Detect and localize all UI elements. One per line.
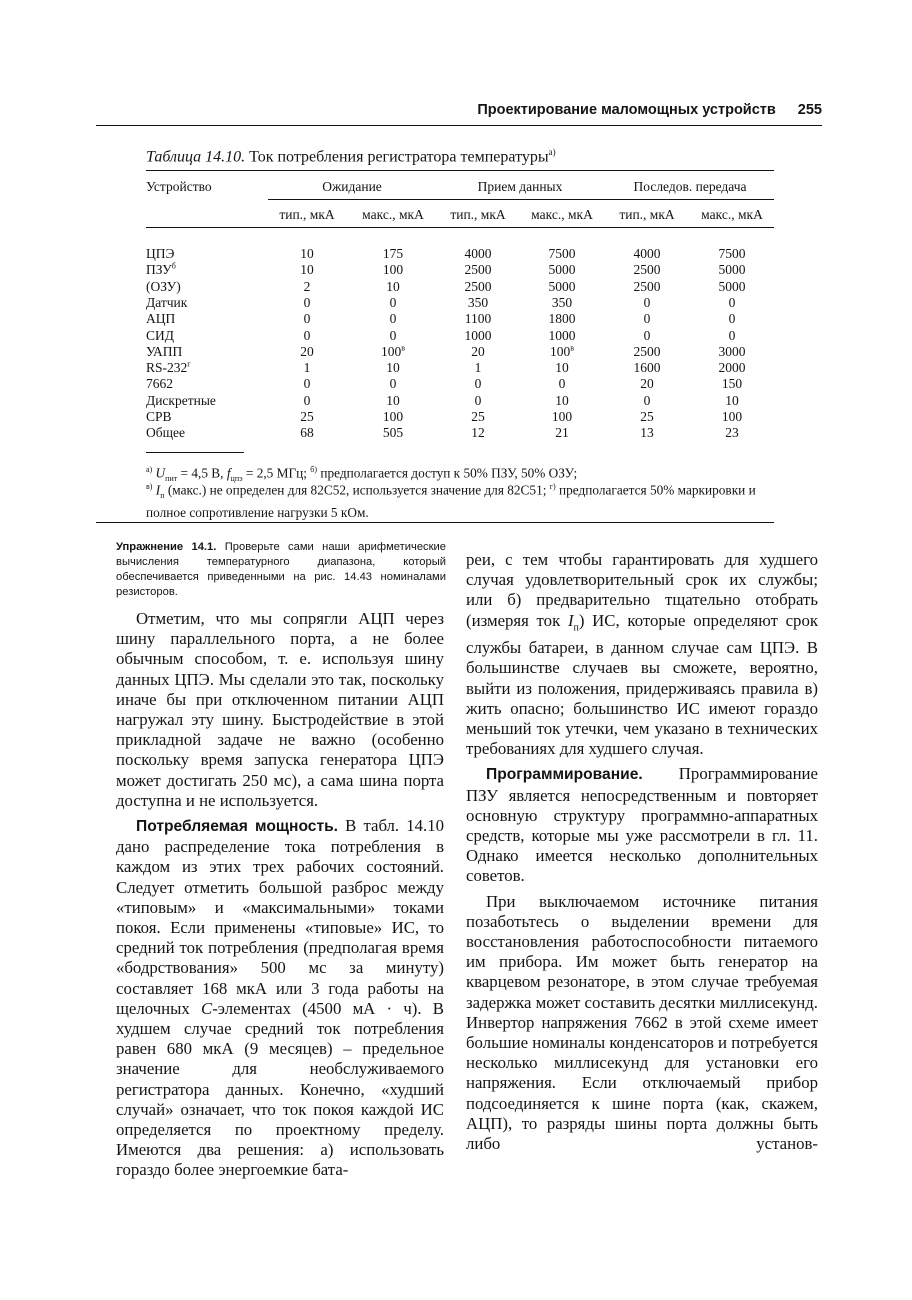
row-device-name: СРВ xyxy=(146,409,172,424)
table-cell: 7500 xyxy=(548,246,576,261)
paragraph: При выключаемом источнике питания позаботьтесь о выделении времени для восстановления работоспособности питаемого им прибора. Им может быть генератор на кварцевом резонаторе, в этом случае требуемая задержка может составить десятки миллисекунд. Инвертор напряжения 7662 в этой схеме имеет большие номиналы конденсаторов и потребуется несколько миллисекунд для установки его напряжения. Если отключаемый прибор подсоединяется к шине порта (как, скажем, АЦП), то разряды шины порта должны быть либо установ- xyxy=(466,891,818,1154)
caption-label: Таблица 14.10. xyxy=(146,148,246,166)
row-device-name: ЦПЭ xyxy=(146,246,175,261)
table-cell: $100^в$ xyxy=(380,343,406,359)
table-cell: 20 xyxy=(640,376,654,392)
table-cell: 0 xyxy=(303,376,311,392)
table-cell: 10 xyxy=(386,278,400,294)
table-cell: 175 xyxy=(382,246,404,261)
table-cell: 0 xyxy=(303,392,311,408)
table-group-rule xyxy=(268,199,774,200)
table-cell: 100 xyxy=(382,409,404,424)
table-cell: 100 xyxy=(551,409,573,424)
col-header-device: Устройство xyxy=(146,179,212,194)
exercise-text: Проверьте сами наши арифметические вычисления температурного диапазона, который обеспечивается приведенными на рис. 14.43 номиналами резисторов. xyxy=(116,541,446,598)
table-cell: 150 xyxy=(721,376,743,392)
table-cell: 0 xyxy=(643,392,651,408)
table-cell: 5000 xyxy=(718,278,746,294)
table-cell: 12 xyxy=(471,425,485,441)
table-footnote-line-1: $^{а)}$ $U_{пит} = 4,5$ В, $f_{цпэ} = 2,5$ МГц; $^{б)}$ предполагается доступ к 50% ПЗУ, 50% ОЗУ; xyxy=(146,465,578,484)
table-cell: 20 xyxy=(471,343,485,359)
table-cell: 0 xyxy=(389,311,397,327)
table-cell: 2500 xyxy=(633,343,661,359)
table-cell: 1600 xyxy=(633,360,661,376)
exercise-label: Упражнение 14.1. xyxy=(116,541,217,553)
table-cell: 2500 xyxy=(464,278,492,294)
subheader: макс., мкА xyxy=(701,207,763,222)
footnote-rule xyxy=(146,452,244,453)
table-cell: 5000 xyxy=(548,262,576,278)
table-cell: 10 xyxy=(725,392,739,408)
table-cell: 0 xyxy=(643,311,651,327)
table-cell: 0 xyxy=(389,327,397,343)
table-cell: 25 xyxy=(640,409,654,424)
exercise-block xyxy=(116,540,446,600)
left-column xyxy=(116,609,444,1186)
table-cell: 0 xyxy=(303,327,311,343)
table-cell: 2500 xyxy=(633,278,661,294)
section-heading: Программирование. xyxy=(486,766,643,784)
table-cell: 2000 xyxy=(718,360,746,376)
table-cell: 23 xyxy=(725,425,739,441)
table-cell: 10 xyxy=(386,360,400,376)
right-column xyxy=(466,550,818,1159)
table-cell: 100 xyxy=(721,409,743,424)
table-cell: 0 xyxy=(728,294,736,310)
table-cell: 0 xyxy=(389,294,397,310)
table-cell: 25 xyxy=(471,409,485,424)
header-title: Проектирование маломощных устройств xyxy=(477,102,776,118)
table-cell: 10 xyxy=(555,392,569,408)
row-device-name: Общее xyxy=(146,425,185,441)
row-device-name: (ОЗУ) xyxy=(146,278,181,294)
table-cell: 0 xyxy=(728,327,736,343)
table-cell: 1100 xyxy=(464,311,492,327)
running-header xyxy=(96,102,822,118)
page-number: 255 xyxy=(797,102,822,118)
paragraph: Программирование. Программирование ПЗУ является непосредственным и повторяет основную структуру программно-аппаратных средств, которые мы уже рассмотрели в гл. 11. Однако имеется несколько дополнительных советов. xyxy=(466,764,818,886)
subheader: макс., мкА xyxy=(531,207,593,222)
group-header-transmit: Последов. передача xyxy=(633,179,747,194)
table-caption xyxy=(146,147,556,166)
table-cell: 1800 xyxy=(548,311,576,327)
table-cell: 10 xyxy=(386,392,400,408)
table-end-rule xyxy=(96,522,774,523)
table-top-rule xyxy=(146,170,774,171)
table-cell: 5000 xyxy=(718,262,746,278)
table-cell: 350 xyxy=(467,294,489,310)
table-cell: 68 xyxy=(300,425,314,441)
row-device-name: СИД xyxy=(146,327,174,343)
paragraph: реи, с тем чтобы гарантировать для худшего случая удовлетворительный срок их службы; или б) предварительно тщательно отобрать (измеряя ток $I_п$) ИС, которые определяют срок службы батареи, в данном случае сам ЦПЭ. В большинстве случаев вы сможете, вероятно, выйти из положения, придерживаясь правила в) жить опасно; большинство ИС имеют гораздо меньший ток утечки, чем указано в технических требованиях для худшего случая. xyxy=(466,550,818,759)
table-cell: 0 xyxy=(558,376,566,392)
row-device-name: $RS-232^г$ xyxy=(146,359,191,376)
table-cell: 1 xyxy=(474,360,482,376)
section-heading: Потребляемая мощность. xyxy=(136,818,339,836)
header-rule xyxy=(96,125,822,126)
table-cell: 3000 xyxy=(718,343,746,359)
row-device-name: АЦП xyxy=(146,311,176,327)
table-footnote-line-2: $^{в)}$ $I_п$ (макс.) не определен для 82C52, используется значение для 82C51; $^{г)}$ предполагается 50% маркировки и полное сопротивление нагрузки 5 кОм. xyxy=(146,482,756,520)
table-cell: 20 xyxy=(300,343,314,359)
subheader: тип., мкА xyxy=(279,207,335,222)
table-cell: 13 xyxy=(640,425,654,441)
table-cell: 2500 xyxy=(464,262,492,278)
table-cell: 5000 xyxy=(548,278,576,294)
table-cell: 0 xyxy=(643,294,651,310)
table-cell: 1 xyxy=(303,360,311,376)
table-cell: 505 xyxy=(382,425,404,441)
table-cell: 21 xyxy=(555,425,569,441)
table-cell: 350 xyxy=(551,294,573,310)
table-cell: 1000 xyxy=(464,327,492,343)
table-cell: 0 xyxy=(389,376,397,392)
group-header-standby: Ожидание xyxy=(322,179,382,194)
table-cell: 2 xyxy=(303,278,311,294)
caption-footnote-mark: а) xyxy=(548,147,556,157)
table-cell: 0 xyxy=(474,392,482,408)
table-cell: 0 xyxy=(303,294,311,310)
table-cell: 0 xyxy=(643,327,651,343)
table-cell: 25 xyxy=(300,409,314,424)
group-header-receive: Прием данных xyxy=(477,179,563,194)
row-device-name: УАПП xyxy=(146,343,183,359)
caption-text: Ток потребления регистратора температуры xyxy=(249,148,549,166)
subheader: тип., мкА xyxy=(450,207,506,222)
table-header-rule xyxy=(146,227,774,228)
row-device-name: $ПЗУ^б$ xyxy=(146,261,176,278)
table-cell: 10 xyxy=(555,360,569,376)
table-cell: 10 xyxy=(300,262,314,278)
table-cell: 100 xyxy=(382,262,404,278)
subheader: макс., мкА xyxy=(362,207,424,222)
table-cell: 4000 xyxy=(633,246,661,261)
table-cell: 7500 xyxy=(718,246,746,261)
row-device-name: Датчик xyxy=(146,294,188,310)
table-cell: 4000 xyxy=(464,246,492,261)
subheader: тип., мкА xyxy=(619,207,675,222)
paragraph: Потребляемая мощность. В табл. 14.10 дано распределение тока потребления в каждом из этих трех рабочих состояний. Следует отметить большой разброс между «типовым» и «максимальными» токами покоя. Если применены «типовые» ИС, то средний ток потребления (предполагая время «бодрствования» 500 мс за минуту) составляет 168 мкА или 3 года работы на щелочных C-элементах (4500 мА · ч). В худшем случае средний ток потребления равен 680 мкА (9 месяцев) – предельное значение для необслуживаемого регистратора данных. Конечно, «худший случай» означает, что ток покоя каждой ИС определяется по проектному пределу. Имеются два решения: а) использовать гораздо более энергоемкие бата- xyxy=(116,816,444,1180)
table-cell: 2500 xyxy=(633,262,661,278)
table-cell: 10 xyxy=(300,246,314,261)
table-cell: 0 xyxy=(303,311,311,327)
table-cell: 0 xyxy=(728,311,736,327)
row-device-name: 7662 xyxy=(146,376,173,392)
table-cell: $100^в$ xyxy=(549,343,575,359)
row-device-name: Дискретные xyxy=(146,392,216,408)
table-cell: 1000 xyxy=(548,327,576,343)
paragraph: Отметим, что мы сопрягли АЦП через шину параллельного порта, а не более обычным способом, т. е. используя шину данных ЦПЭ. Мы сделали это так, поскольку иначе бы при отключенном питании АЦП нагружал эту шину. Быстродействие в этой прикладной задаче не важно (особенно поскольку время запуска генератора ЦПЭ может достигать 250 мс), а сама шина порта доступна и не используется. xyxy=(116,609,444,810)
table-cell: 0 xyxy=(474,376,482,392)
